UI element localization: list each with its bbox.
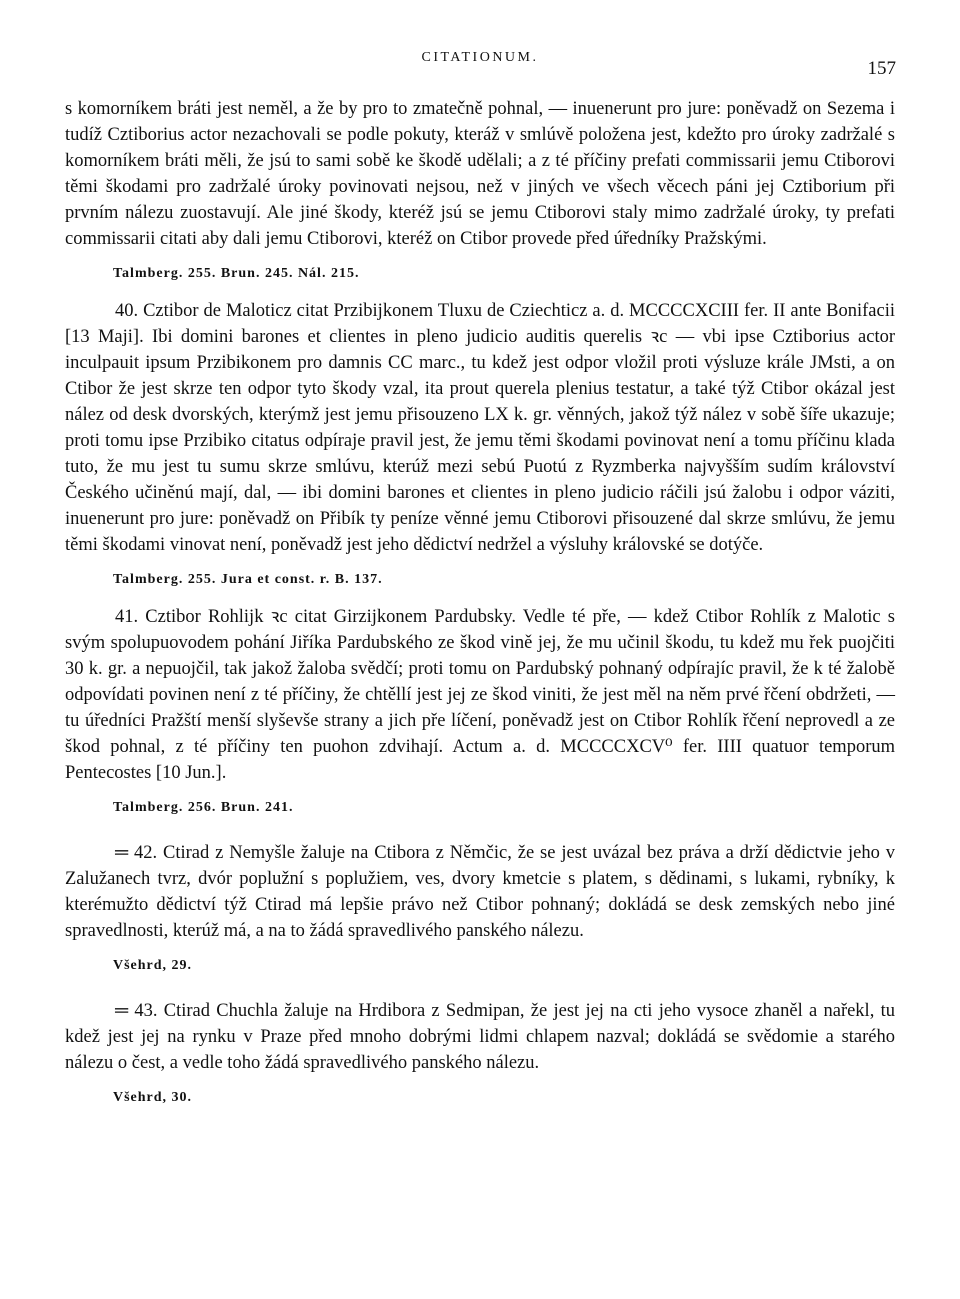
- source-reference: Všehrd, 29.: [113, 958, 193, 973]
- running-title: CITATIONUM.: [421, 50, 539, 65]
- source-reference: Talmberg. 255. Brun. 245. Nál. 215.: [113, 266, 360, 281]
- entry-42-paragraph: ═ 42. Ctirad z Nemyšle žaluje na Ctibora z Němčic, že se jest uvázal bez práva a drží dědictvie jeho v Zalužanech tvrz, dvór poplužní s poplužiem, ves, dvory kmetcie s platem, s dědinami, s lukami, rybníky, k kterémužto dědictví týž Ctirad má lepšie právo než Ctibor pohnaný; dokládá se desk zemských nebo jiné spravedlnosti, kterúž má, a na to žádá spravedlivého panského nálezu.: [65, 843, 895, 941]
- entry-43-paragraph: ═ 43. Ctirad Chuchla žaluje na Hrdibora z Sedmipan, že jest jej na cti jeho vysoce zhaněl a nařekl, tu kdež jest jej na rynku v Praze před mnoho dobrými lidmi chlapem nazval; dokládá se svědomie a starého nálezu o čest, a vedle toho žádá spravedlivého panského nálezu.: [65, 1001, 895, 1073]
- source-reference: Talmberg. 255. Jura et const. r. B. 137.: [113, 572, 383, 587]
- source-reference: Všehrd, 30.: [113, 1090, 193, 1105]
- intro-paragraph: s komorníkem bráti jest neměl, a že by pro to zmatečně pohnal, — inuenerunt pro jure: poněvadž on Sezema i tudíž Cztiborius actor nezachovali se podle pokuty, kteráž v smlúvě položena jest, kdežto pro úroky zadržalé s komorníkem bráti měli, že jsú to sami sobě ke škodě udělali; a z té příčiny prefati commissarii jemu Ctiborovi těmi škodami pro zadržalé úroky povinovati nejsou, než v jiných ve všech věcech páni jej Cztiborium při prvním nálezu zuostavují. Ale jiné škody, kteréž jsú se jemu Ctiborovi staly mimo zadržalé úroky, ty prefati commissarii citati aby dali jemu Ctiborovi, kteréž on Ctibor provede před úředníky Pražskými.: [65, 99, 895, 249]
- page-body: [65, 96, 895, 1108]
- entry-41-paragraph: 41. Cztibor Rohlijk ꝛc citat Girzijkonem Pardubsky. Vedle té pře, — kdež Ctibor Rohlík z Malotic s svým spolupuovodem pohání Jiříka Pardubského ze škod vině jej, že mu učinil škodu, tu kdež mu řek puojčiti 30 k. gr. a nepuojčil, tak jakož žaloba svědčí; proti tomu on Pardubský pohnaný odpírajíc pravil, že k té žalobě odpovídati povinen není z té příčiny, že chtěllí jest jej ze škod viniti, že jest měl na něm prvé řčení obdržeti, — tu úředníci Pražští menší slyševše strany a jich pře líčení, poněvadž jest on Ctibor Rohlík řčení neprovedl a ze škod pohnal, z té příčiny ten puohon zdvihají. Actum a. d. MCCCCXCV⁰ fer. IIII quatuor temporum Pentecostes [10 Jun.].: [65, 607, 895, 783]
- source-reference: Talmberg. 256. Brun. 241.: [113, 800, 294, 815]
- entry-40-paragraph: 40. Cztibor de Maloticz citat Przibijkonem Tluxu de Cziechticz a. d. MCCCCXCIII fer. II ante Bonifacii [13 Maji]. Ibi domini barones et clientes in pleno judicio auditis querelis ꝛc — vbi ipse Cztiborius actor inculpauit ipsum Przibikonem pro damnis CC marc., tu kdež jest odpor vložil proti výsluze krále JMsti, a on Ctibor že jest skrze ten odpor tyto škody vzal, ita prout querela plenius testatur, a také týž Ctibor okázal jest nález od desk dvorských, kterýmž jest jemu přisouzeno LX k. gr. věnných, jakož týž nález v sobě šíře ukazuje; proti tomu ipse Przibiko citatus odpíraje pravil jest, že jemu těmi škodami povinovat není a tomu příčinu klada tuto, že mu jest tu sumu skrze smlúvu, kterúž mezi sebú Puotú z Ryzmberka najvyšším sudím království Českého učiněnú mají, dal, — ibi domini barones et clientes in pleno judicio ráčili jsú žalobu i odpor váziti, inuenerunt pro jure: poněvadž on Přibík ty peníze věnné jemu Ctiborovi přisouzené dal skrze smlúvu, že jemu těmi škodami vinovat není, poněvadž jest jeho dědictví nedržel a výsluhy královské se dotýče.: [65, 301, 895, 555]
- page-number: 157: [867, 58, 896, 79]
